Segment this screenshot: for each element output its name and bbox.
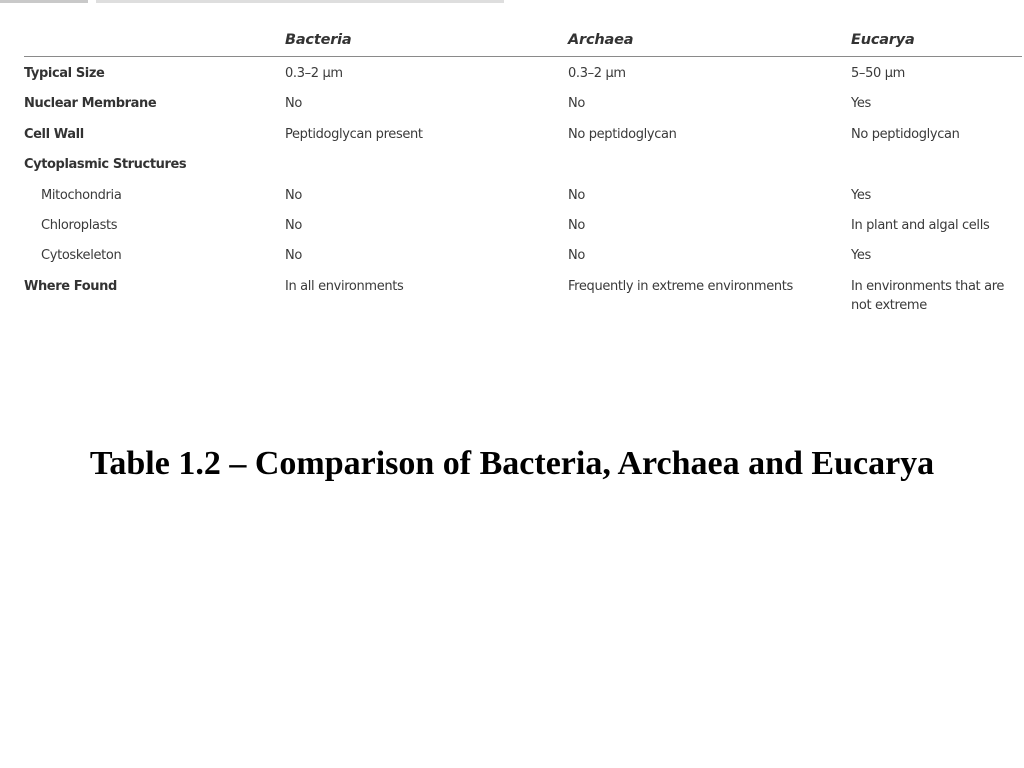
- cell-archaea: 0.3–2 μm: [568, 66, 626, 81]
- cell-eucarya: In plant and algal cells: [851, 217, 990, 233]
- table-row-cytoskeleton: [24, 239, 1022, 269]
- cell-bacteria: No: [285, 248, 302, 264]
- cell-archaea: No: [568, 187, 585, 203]
- row-label: Nuclear Membrane: [24, 96, 157, 112]
- table-row-where-found: [24, 270, 1022, 314]
- row-label: Where Found: [24, 278, 117, 294]
- table-row-mitochondria: [24, 179, 1022, 209]
- row-sublabel: Cytoskeleton: [41, 248, 122, 264]
- cell-archaea: Frequently in extreme environments: [568, 278, 793, 294]
- cropped-table-title: [0, 0, 505, 5]
- column-header-bacteria: Bacteria: [285, 32, 352, 48]
- column-header-archaea: Archaea: [568, 32, 634, 48]
- cell-archaea: No: [568, 217, 585, 233]
- column-header-eucarya: Eucarya: [851, 32, 915, 48]
- cell-bacteria: No: [285, 187, 302, 203]
- cell-bacteria: 0.3–2 μm: [285, 66, 343, 81]
- cell-eucarya: No peptidoglycan: [851, 126, 960, 142]
- cropped-title-text-fragment: [96, 0, 504, 3]
- cell-archaea: No: [568, 96, 585, 112]
- cell-bacteria: Peptidoglycan present: [285, 126, 423, 142]
- cell-bacteria: No: [285, 217, 302, 233]
- table-row-typical-size: [24, 57, 1022, 87]
- cell-bacteria: No: [285, 96, 302, 112]
- cell-archaea: No: [568, 248, 585, 264]
- row-label: Typical Size: [24, 66, 105, 81]
- cell-eucarya: Yes: [851, 187, 871, 203]
- table-row-cell-wall: [24, 118, 1022, 148]
- comparison-table: [24, 28, 1022, 314]
- row-label: Cytoplasmic Structures: [24, 157, 187, 173]
- cell-eucarya: Yes: [851, 96, 871, 112]
- cell-eucarya: In environments that are not extreme: [851, 278, 1005, 313]
- cell-bacteria: In all environments: [285, 278, 404, 294]
- cell-eucarya: Yes: [851, 248, 871, 264]
- table-row-chloroplasts: [24, 209, 1022, 239]
- table-caption: Table 1.2 – Comparison of Bacteria, Archaea and Eucarya: [89, 445, 935, 482]
- row-sublabel: Mitochondria: [41, 187, 122, 203]
- table-header-row: [24, 28, 1022, 57]
- row-sublabel: Chloroplasts: [41, 217, 118, 233]
- cell-eucarya: 5–50 μm: [851, 66, 905, 81]
- table-row-cytoplasmic-structures: [24, 148, 1022, 178]
- table-row-nuclear-membrane: [24, 87, 1022, 117]
- row-label: Cell Wall: [24, 126, 84, 142]
- cropped-title-label-fragment: [0, 0, 88, 3]
- cell-archaea: No peptidoglycan: [568, 126, 677, 142]
